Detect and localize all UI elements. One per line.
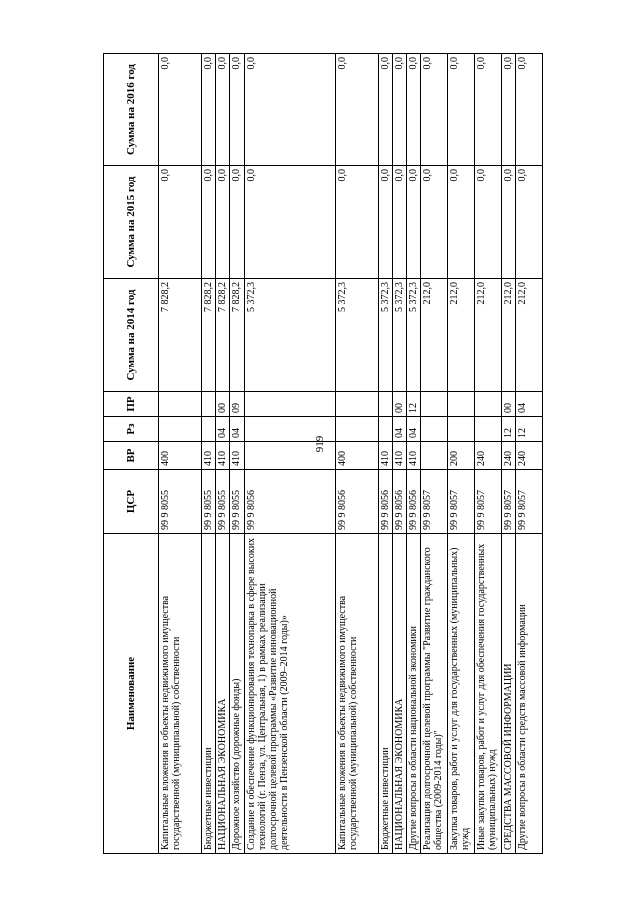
cell-sum-2015: 0,0 xyxy=(159,166,202,279)
table-row xyxy=(406,54,420,854)
cell-sum-2016: 0,0 xyxy=(516,54,543,166)
cell-sum-2015: 0,0 xyxy=(202,166,216,279)
cell-vr: 240 xyxy=(502,442,516,470)
table-header-row xyxy=(104,54,159,854)
cell-pr xyxy=(448,392,475,417)
cell-rz: 04 xyxy=(230,417,244,442)
cell-pr: 12 xyxy=(406,392,420,417)
cell-name: Другие вопросы в области национальной экономики xyxy=(406,534,420,854)
cell-name: Бюджетные инвестиции xyxy=(378,534,392,854)
cell-rz xyxy=(475,417,502,442)
cell-pr: 00 xyxy=(502,392,516,417)
cell-sum-2016: 0,0 xyxy=(392,54,406,166)
cell-csr: 99 9 8056 xyxy=(378,470,392,534)
cell-sum-2015: 0,0 xyxy=(516,166,543,279)
cell-vr: 410 xyxy=(202,442,216,470)
cell-csr: 99 9 8057 xyxy=(502,470,516,534)
table-row xyxy=(392,54,406,854)
cell-name: Другие вопросы в области средств массовой информации xyxy=(516,534,543,854)
cell-rz: 12 xyxy=(516,417,543,442)
header-sum-2016: Сумма на 2016 год xyxy=(104,54,159,166)
cell-rz xyxy=(244,417,335,442)
table-row xyxy=(202,54,216,854)
cell-sum-2016: 0,0 xyxy=(421,54,448,166)
cell-vr: 240 xyxy=(475,442,502,470)
cell-name: НАЦИОНАЛЬНАЯ ЭКОНОМИКА xyxy=(216,534,230,854)
cell-name: Закупка товаров, работ и услуг для государственных (муниципальных) нужд xyxy=(448,534,475,854)
cell-rz xyxy=(378,417,392,442)
cell-vr: 410 xyxy=(216,442,230,470)
cell-rz xyxy=(159,417,202,442)
cell-vr xyxy=(244,442,335,470)
cell-vr: 410 xyxy=(392,442,406,470)
cell-sum-2014: 7 828,2 xyxy=(216,279,230,392)
cell-sum-2016: 0,0 xyxy=(502,54,516,166)
cell-sum-2016: 0,0 xyxy=(335,54,378,166)
cell-vr: 400 xyxy=(335,442,378,470)
cell-sum-2014: 5 372,3 xyxy=(406,279,420,392)
cell-pr xyxy=(335,392,378,417)
table-row xyxy=(216,54,230,854)
cell-sum-2015: 0,0 xyxy=(216,166,230,279)
cell-sum-2014: 212,0 xyxy=(475,279,502,392)
cell-name: Создание и обеспечение функционирования технопарка в сфере высоких технологий (г. Пенза, ул. Центральная, 1) в рамках реализации долгосрочной целевой программы «Развитие инновационной деятельности в Пензенской области (2009–2014 годы)» xyxy=(244,534,335,854)
cell-sum-2016: 0,0 xyxy=(244,54,335,166)
cell-name: Бюджетные инвестиции xyxy=(202,534,216,854)
table-row xyxy=(475,54,502,854)
cell-sum-2014: 5 372,3 xyxy=(244,279,335,392)
cell-sum-2015: 0,0 xyxy=(448,166,475,279)
table-row xyxy=(378,54,392,854)
cell-sum-2015: 0,0 xyxy=(335,166,378,279)
cell-sum-2015: 0,0 xyxy=(230,166,244,279)
cell-vr: 400 xyxy=(159,442,202,470)
table-row xyxy=(159,54,202,854)
cell-sum-2016: 0,0 xyxy=(475,54,502,166)
cell-sum-2016: 0,0 xyxy=(406,54,420,166)
header-rz: Рз xyxy=(104,417,159,442)
cell-csr: 99 9 8055 xyxy=(202,470,216,534)
cell-pr xyxy=(202,392,216,417)
table-row xyxy=(230,54,244,854)
cell-rz xyxy=(202,417,216,442)
cell-vr: 200 xyxy=(448,442,475,470)
cell-rz xyxy=(448,417,475,442)
table-row xyxy=(502,54,516,854)
cell-vr: 410 xyxy=(406,442,420,470)
header-sum-2014: Сумма на 2014 год xyxy=(104,279,159,392)
cell-csr: 99 9 8057 xyxy=(516,470,543,534)
cell-pr: 09 xyxy=(230,392,244,417)
cell-vr: 240 xyxy=(516,442,543,470)
cell-csr: 99 9 8056 xyxy=(335,470,378,534)
cell-sum-2014: 7 828,2 xyxy=(230,279,244,392)
cell-csr: 99 9 8057 xyxy=(421,470,448,534)
cell-sum-2014: 7 828,2 xyxy=(159,279,202,392)
cell-csr: 99 9 8057 xyxy=(448,470,475,534)
header-csr: ЦСР xyxy=(104,470,159,534)
cell-sum-2016: 0,0 xyxy=(230,54,244,166)
cell-rz: 04 xyxy=(392,417,406,442)
cell-sum-2015: 0,0 xyxy=(392,166,406,279)
cell-sum-2014: 5 372,3 xyxy=(335,279,378,392)
table-row xyxy=(421,54,448,854)
cell-csr: 99 9 8057 xyxy=(475,470,502,534)
cell-rz: 04 xyxy=(216,417,230,442)
cell-vr xyxy=(421,442,448,470)
table-row xyxy=(516,54,543,854)
cell-sum-2016: 0,0 xyxy=(216,54,230,166)
header-sum-2015: Сумма на 2015 год xyxy=(104,166,159,279)
cell-sum-2016: 0,0 xyxy=(202,54,216,166)
cell-name: Иные закупки товаров, работ и услуг для обеспечения государственных (муниципальных) нужд xyxy=(475,534,502,854)
cell-csr: 99 9 8056 xyxy=(406,470,420,534)
cell-pr xyxy=(244,392,335,417)
cell-sum-2015: 0,0 xyxy=(406,166,420,279)
cell-sum-2014: 5 372,3 xyxy=(392,279,406,392)
cell-csr: 99 9 8055 xyxy=(216,470,230,534)
cell-name: Реализация долгосрочной целевой программы "Развитие гражданского общества (2009-2014 годы)" xyxy=(421,534,448,854)
cell-sum-2014: 7 828,2 xyxy=(202,279,216,392)
cell-pr xyxy=(475,392,502,417)
cell-name: Дорожное хозяйство (дорожные фонды) xyxy=(230,534,244,854)
table-row xyxy=(448,54,475,854)
cell-csr: 99 9 8056 xyxy=(392,470,406,534)
cell-rz xyxy=(421,417,448,442)
budget-table xyxy=(103,53,543,854)
cell-rz: 04 xyxy=(406,417,420,442)
cell-pr: 00 xyxy=(392,392,406,417)
cell-sum-2015: 0,0 xyxy=(502,166,516,279)
cell-csr: 99 9 8056 xyxy=(244,470,335,534)
cell-sum-2015: 0,0 xyxy=(475,166,502,279)
cell-sum-2015: 0,0 xyxy=(244,166,335,279)
cell-sum-2015: 0,0 xyxy=(378,166,392,279)
cell-pr xyxy=(378,392,392,417)
cell-vr: 410 xyxy=(230,442,244,470)
cell-sum-2014: 212,0 xyxy=(516,279,543,392)
cell-sum-2014: 5 372,3 xyxy=(378,279,392,392)
cell-sum-2014: 212,0 xyxy=(448,279,475,392)
rotated-page-content xyxy=(103,54,529,854)
cell-pr xyxy=(421,392,448,417)
header-vr: ВР xyxy=(104,442,159,470)
cell-sum-2014: 212,0 xyxy=(502,279,516,392)
cell-pr: 00 xyxy=(216,392,230,417)
cell-name: НАЦИОНАЛЬНАЯ ЭКОНОМИКА xyxy=(392,534,406,854)
cell-sum-2016: 0,0 xyxy=(159,54,202,166)
cell-csr: 99 9 8055 xyxy=(230,470,244,534)
cell-rz: 12 xyxy=(502,417,516,442)
cell-pr xyxy=(159,392,202,417)
cell-name: Капитальные вложения в объекты недвижимого имущества государственной (муниципальной) собственности xyxy=(159,534,202,854)
page-number: 919 xyxy=(314,435,326,453)
cell-vr: 410 xyxy=(378,442,392,470)
cell-sum-2015: 0,0 xyxy=(421,166,448,279)
cell-csr: 99 9 8055 xyxy=(159,470,202,534)
table-row xyxy=(244,54,335,854)
cell-sum-2014: 212,0 xyxy=(421,279,448,392)
table-row xyxy=(335,54,378,854)
cell-name: Капитальные вложения в объекты недвижимого имущества государственной (муниципальной) собственности xyxy=(335,534,378,854)
cell-pr: 04 xyxy=(516,392,543,417)
cell-sum-2016: 0,0 xyxy=(378,54,392,166)
header-pr: ПР xyxy=(104,392,159,417)
cell-sum-2016: 0,0 xyxy=(448,54,475,166)
cell-rz xyxy=(335,417,378,442)
header-name: Наименование xyxy=(104,534,159,854)
cell-name: СРЕДСТВА МАССОВОЙ ИНФОРМАЦИИ xyxy=(502,534,516,854)
